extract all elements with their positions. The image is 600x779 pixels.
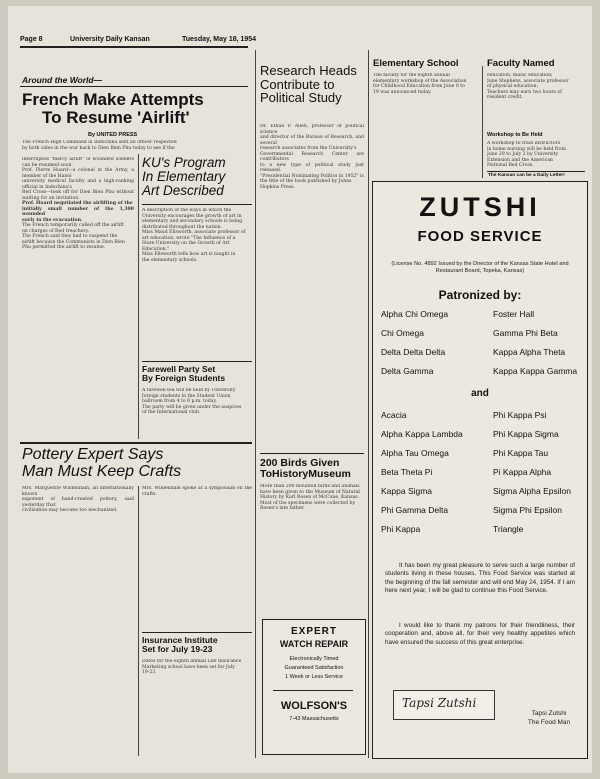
column-divider	[482, 66, 483, 178]
kus-line: Education."	[142, 246, 170, 252]
pottery-col-1	[22, 486, 134, 756]
patron-name: Phi Kappa Psi	[493, 410, 547, 420]
issue-date: Tuesday, May 18, 1954	[182, 36, 257, 43]
kus-headline-line: In Elementary	[142, 169, 226, 185]
faculty-line: resident credit.	[487, 95, 523, 100]
kus-line: Miss Ellsworth tells how art is taught in	[142, 252, 236, 257]
farewell-headline-line: Farewell Party Set	[142, 364, 216, 374]
faculty-line: Teachers may earn two hours of	[487, 89, 562, 95]
watch-store-address: 7-43 Massachusetts	[289, 716, 339, 722]
patron-name: Alpha Chi Omega	[381, 309, 449, 319]
signature-box	[393, 690, 495, 720]
kus-line: A description of the ways in which the	[142, 208, 232, 213]
kus-rule	[142, 204, 252, 205]
page-label: Page 8	[20, 36, 43, 43]
zutshi-patronized: Patronized by:	[438, 288, 522, 302]
zutshi-license: (License No. 4892 Issued by the Director of the Kansas State Hotel and Restaurant Board, Topeka, Kansas)	[391, 261, 569, 274]
farewell-rule	[142, 361, 252, 362]
section-rule	[20, 86, 248, 87]
research-line: Dr. Ethan P. Allen, professor of political science	[260, 124, 364, 135]
patron-name: Kappa Kappa Gamma	[493, 366, 578, 376]
farewell-line: The party will be given under the auspices	[142, 404, 242, 410]
kus-line: elementary and secondary schools is being	[142, 219, 243, 224]
birds-headline	[260, 458, 366, 480]
patron-name: Phi Kappa	[381, 524, 421, 534]
watch-ad-rule	[273, 690, 353, 691]
watch-line-1: EXPERT	[290, 626, 337, 637]
research-line: to a new type of political study just released.	[260, 162, 364, 173]
workshop-body	[487, 141, 585, 169]
lead-line: Phu permitted the airlift to resume.	[22, 245, 106, 250]
column-divider	[368, 50, 369, 758]
column-divider	[255, 50, 256, 758]
lead-line: airlift because the Communists in Dien Bien	[22, 239, 125, 245]
watch-line-2: WATCH REPAIR	[279, 639, 349, 649]
lead-headline-line-1: French Make Attempts	[22, 90, 204, 109]
lead-line: on charges of Red treachery.	[22, 228, 90, 234]
research-line: "Presidential Nominating Politics in 1952" is	[260, 173, 364, 179]
section-label: Around the World—	[22, 75, 103, 85]
column-divider	[138, 486, 139, 756]
research-headline-line: Research Heads	[260, 63, 357, 78]
patron-name: Delta Delta Delta	[381, 347, 446, 357]
patron-name: Gamma Phi Beta	[493, 328, 558, 338]
birds-rule	[260, 453, 364, 454]
lead-line: The French temporarily called off the airlift	[22, 223, 124, 228]
pottery-headline-line: Man Must Keep Crafts	[22, 462, 182, 480]
insurance-rule	[142, 632, 252, 633]
paper-name: University Daily Kansan	[70, 36, 150, 43]
lead-byline: By UNITED PRESS	[88, 132, 138, 138]
watch-line-3: Electronically Timed	[289, 656, 339, 662]
kus-headline	[142, 156, 252, 199]
workshop-line: in home nursing will be held from	[487, 146, 566, 152]
zutshi-ad	[372, 181, 588, 759]
column-divider	[138, 154, 139, 439]
patron-name: Beta Theta Pi	[381, 467, 433, 477]
lead-line: early in the evacuation.	[22, 217, 83, 223]
farewell-headline	[142, 365, 252, 383]
workshop-line: National Red Cross.	[487, 163, 534, 168]
patron-name: Foster Hall	[493, 309, 535, 319]
research-line: Governmental Research Center are contributors	[260, 151, 364, 162]
patron-name: Pi Kappa Alpha	[493, 467, 552, 477]
watch-line-4: Guaranteed Satisfaction	[284, 665, 344, 671]
insurance-line: Dates for the eighth annual Life Insurance	[142, 659, 242, 664]
faculty-line: June Stephens, associate professor	[487, 78, 569, 84]
pottery-line: civilization may become too mechanized.	[22, 508, 118, 513]
masthead-rule	[20, 46, 248, 48]
lead-intro	[22, 140, 248, 152]
signature: Tapsi Zutshi	[402, 696, 477, 710]
patron-name: Kappa Alpha Theta	[493, 347, 566, 357]
watch-line-5: 1 Week or Less Service	[285, 674, 343, 680]
faculty-footer: The Kansan can be a Daily Letter!	[488, 173, 565, 178]
farewell-body	[142, 388, 252, 436]
insurance-headline-line: Set for July 19-23	[142, 643, 213, 654]
workshop-line: Extension and the American	[487, 157, 553, 163]
zutshi-title: ZUTSHI	[419, 192, 541, 222]
signer-title: The Food Man	[527, 719, 571, 726]
birds-headline-line: ToHistoryMuseum	[260, 468, 351, 481]
research-line: and director of the Bureau of Research, and several	[260, 135, 364, 146]
kus-headline-line: Art Described	[142, 183, 224, 199]
lead-col-1	[22, 157, 134, 429]
kus-line: distributed throughout the nation.	[142, 224, 222, 230]
zutshi-body-2: I would like to thank my patrons for their friendliness, their cooperation and, above all, for their very healthy appetites which have ensured the success of this great enterprise.	[385, 622, 575, 646]
patron-name: Alpha Tau Omega	[381, 448, 449, 458]
birds-line: More than 200 mounted birds and animals	[260, 484, 360, 489]
research-headline	[260, 64, 366, 105]
kus-line: State University on the Growth of Art	[142, 241, 230, 246]
patron-name: Phi Kappa Tau	[493, 448, 549, 458]
elementary-line: for Childhood Education from June 9 to	[373, 84, 465, 89]
signer-name: Tapsi Zutshi	[531, 710, 567, 717]
lead-line: The French High Command in Indochina sent an officer respected	[22, 140, 177, 145]
farewell-headline-line: By Foreign Students	[142, 372, 226, 383]
pottery-line: Mrs. Wildenhain spoke at a symposium on the crafts.	[142, 486, 252, 497]
zutshi-body-1: It has been my great pleasure to serve such a large number of students living in these houses. This Food Service was started at the beginning of the fall semester and will end May 24, 1954. If I am here next year, I will be glad to continue this Food Service.	[385, 562, 575, 595]
patron-name: Kappa Sigma	[381, 486, 433, 496]
kus-line: Miss Maud Ellsworth, associate professor of	[142, 230, 246, 235]
zutshi-subtitle: FOOD SERVICE	[417, 228, 543, 245]
elementary-body	[373, 73, 479, 178]
pottery-headline	[22, 447, 252, 481]
newspaper-page	[8, 6, 592, 773]
birds-line: History by Karl Rosen of McCune, Kansas.	[260, 495, 360, 500]
patron-name: Sigma Phi Epsilon	[493, 505, 562, 515]
lead-headline-line-2: To Resume 'Airlift'	[42, 107, 190, 127]
elementary-line: elementary workshop of the Association	[373, 78, 467, 84]
farewell-line: of the International club.	[142, 410, 201, 415]
pottery-col-2	[142, 486, 252, 626]
research-body	[260, 124, 364, 446]
kus-headline-line: KU's Program	[142, 155, 226, 170]
birds-line: Most of the specimens were collected by	[260, 500, 356, 506]
kus-line: art education, wrote "The Influence of a	[142, 235, 236, 241]
pottery-rule	[20, 442, 252, 444]
elementary-headline: Elementary School	[373, 58, 459, 69]
patron-name: Alpha Kappa Lambda	[381, 429, 463, 439]
faculty-body	[487, 73, 585, 131]
lead-line: Prof. Pierre Huard—a colonel in the Army, a member of the Hanoi	[22, 168, 134, 179]
patron-name: Triangle	[493, 524, 524, 534]
workshop-line: June 28 to July 2 by University	[487, 152, 559, 157]
birds-line: Rosen's late father.	[260, 506, 305, 511]
patron-name: Phi Gamma Delta	[381, 505, 449, 515]
kus-line: the elementary schools.	[142, 257, 198, 263]
lead-line: university medical faculty and a high-ranking official in Indochina's	[22, 179, 134, 190]
faculty-line: of physical education;	[487, 84, 539, 89]
patron-name: Chi Omega	[381, 328, 424, 338]
research-headline-line: Contribute to	[260, 76, 335, 92]
insurance-headline	[142, 636, 252, 654]
elementary-line: The faculty for the eighth annual	[373, 73, 450, 78]
watch-repair-ad	[262, 619, 366, 755]
pottery-line: Mrs. Marguerite Wildenhain, an internationally known	[22, 486, 134, 497]
patron-name: Sigma Alpha Epsilon	[493, 486, 571, 496]
kus-line: University encourages the growth of art in	[142, 213, 242, 219]
lead-line: The French said they had to suspend the	[22, 234, 118, 239]
faculty-line: education, music education;	[487, 73, 553, 78]
lead-line: initially small number of the 1,300 wounded	[22, 206, 134, 217]
pottery-headline-line: Pottery Expert Says	[22, 446, 164, 463]
insurance-line: Marketing school have been set for July	[142, 664, 235, 670]
insurance-body	[142, 659, 252, 755]
workshop-line: A workshop to train instructors	[487, 141, 561, 146]
farewell-line: ballroom from 4 to 6 p.m. today.	[142, 399, 217, 404]
lead-line: Red Cross—took off for Dien Bien Phu without waiting for an invitation.	[22, 190, 134, 201]
research-line: the title of the book published by Johns	[260, 179, 352, 184]
farewell-line: foreign students in the Student Union	[142, 393, 231, 399]
faculty-footer-rule	[487, 171, 585, 172]
patron-name: Phi Kappa Sigma	[493, 429, 559, 439]
patron-name: Acacia	[381, 410, 407, 420]
patron-name: Delta Gamma	[381, 366, 434, 376]
lead-line: Prof. Huard negotiated the airlifting of the	[22, 201, 133, 206]
birds-line: have been given to the Museum of Natural	[260, 489, 360, 495]
watch-store-name: WOLFSON'S	[280, 700, 348, 712]
insurance-headline-line: Insurance Institute	[142, 635, 218, 645]
lead-line: interrupted "mercy airlift" of wounded soldiers can be resumed soon.	[22, 157, 134, 168]
lead-line: by both sides in the war back to Dien Bien Phu today to see if the	[22, 145, 175, 151]
research-line: research associates from the University's	[260, 146, 357, 151]
elementary-line: 19 was announced today.	[373, 89, 432, 95]
pottery-line: exponent of hand-created pottery, said yesterday that	[22, 497, 134, 508]
kus-body	[142, 208, 252, 356]
research-headline-line: Political Study	[260, 90, 342, 106]
zutshi-and: and	[471, 388, 489, 399]
faculty-headline: Faculty Named	[487, 58, 555, 69]
farewell-line: A farewell tea will be held by University	[142, 388, 236, 393]
research-line: Hopkins Press.	[260, 184, 295, 190]
birds-headline-line: 200 Birds Given	[260, 457, 340, 469]
lead-headline	[22, 91, 248, 127]
insurance-line: 19-23.	[142, 670, 157, 675]
workshop-headline: Workshop to Be Held	[487, 132, 543, 138]
birds-body	[260, 484, 364, 614]
